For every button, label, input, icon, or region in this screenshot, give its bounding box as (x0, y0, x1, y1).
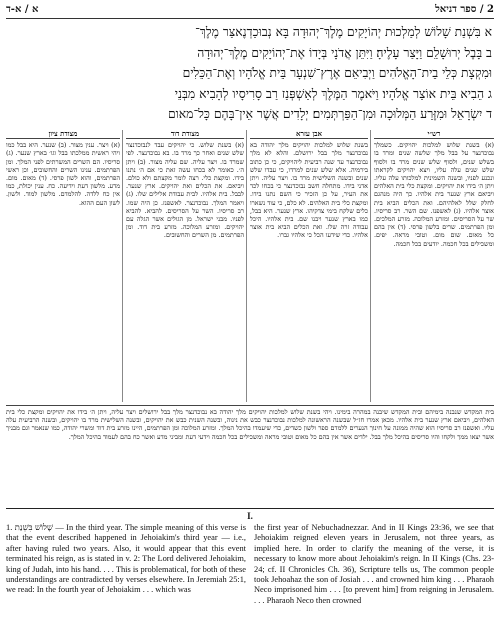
verse-line: וּמִקְצָת כְּלֵי בֵית־הָאֱלֹהִים וַיְבִיאֵם אֶרֶץ־שִׁנְעָר בֵּית אֱלֹהָיו וְאֶת־הַכֵּלִים (182, 66, 492, 80)
column-divider (370, 130, 371, 402)
commentary-text: (א) בשנת שלוש למלכות יהויקים. כשמלך נבוכדנצר על בבל מלך שלשה שנים ומרד בו בשלש שנים, ולסוף שלש שנים מרד בו ולסוף שלש שנים עלה עליו, ויצא יהויקים לקראתו ונכנע לפניו, ובשנה השמינית למלכותו עלה עליו. ויתן ה׳ בידו את יהויקים. ומקצת כלי בית האלהים ויביאם ארץ שנער בית אלהיו. כך היה מנהגם לחלק שלל לאלהיהם. ואת הכלים הביא בית אוצר אלהיו. (ג) לאשפנז. שם השר. רב סריסיו. שר על הסריסים. ומזרע המלוכה. מזרע המלכים. ומן הפרתמים. שרים בלשון פרסי. (ד) אין בהם כל מאום. שום מום. וטובי מראה. יפים. ומשכילים בכל חכמה. יודעים בכל חכמה. (374, 141, 494, 248)
commentary-columns (6, 130, 494, 402)
page-header (6, 4, 494, 19)
metzudat-david-column (126, 130, 244, 402)
english-column-left: 1. שָׁלוֹשׁ בִּשְׁנַת — In the third year. The simple meaning of this verse is that the event described happened in Jehoiakim's third year — i.e., after having ruled two years. Also, it would appear that this event terminated his reign, as is stated in v. 2: The Lord delivered Jehoiakim, king of Judah, into his hand. . . . This is problematical, for both of these understandings are contradicted by verses elsewhere. In Jeremiah 25:1, we read: In the fourth year of Jehoiakim . . . which was (6, 523, 247, 595)
book-page-label: 2 / ספר דניאל (435, 4, 494, 15)
verse-line: ב בָּבֶל יְרוּשָׁלִַם וַיָּצַר עָלֶיהָ׃ וַיִּתֵּן אֲדֹנָי בְּיָדוֹ אֶת־יְהוֹיָקִים מֶלֶךְ־יְהוּדָה (197, 45, 492, 60)
column-divider (122, 130, 123, 402)
rashi-column (374, 130, 494, 402)
scripture-text (8, 22, 492, 126)
column-divider (246, 130, 247, 402)
english-column-right: the first year of Nebuchadnezzar. And in II Kings 23:36, we see that Jehoiakim reigned eleven years in Jerusalem, not three years, as implied here. In order to clarify the meaning of the verse, it is necessary to know more about Jehoiakim's reign. In II Kings (Chs. 23-24; cf. II Chronicles Ch. 36), Scripture tells us, The common people took Jehoahaz the son of Josiah . . . and crowned him king . . . Pharaoh Neco imprisoned him . . . [to prevent him] from reigning in Jerusalem. . . . Pharaoh Neco then crowned (254, 523, 494, 605)
verse-line: א בִּשְׁנַת שָׁלוֹשׁ לְמַלְכוּת יְהוֹיָקִים מֶלֶךְ־יְהוּדָה בָּא נְבוּכַדְנֶאצַּר מֶלֶךְ־ (195, 25, 492, 39)
verse-line: ג הֵבִיא בֵּית אוֹצַר אֱלֹהָיו׃ וַיֹּאמֶר הַמֶּלֶךְ לְאַשְׁפְּנַז רַב סָרִיסָיו לְהָבִיא מִבְּנֵי (174, 86, 492, 101)
chapter-verse-range: א / א-ד (6, 4, 39, 15)
commentary-text: (א) בשנת שלוש. כי יהויקים עבד לנבוכדנצר שלש שנים ואחר כך מרד בו. בא נבוכדנצר. לפי שמרד בו. ויצר עליה. שם עליה מצור. (ב) ויתן ה׳. כאומר לא בכחו עשה זאת כי אם ה׳ נתנו בידו. ומקצת כלי. רצה לומר מקצתם ולא כולם. ויביאם. את הכלים ואת יהויקים. ארץ שנער. לבבל. בית אלהיו. לבית עבודת אלילים שלו. (ג) ויאמר המלך. נבוכדנצר. לאשפנז. כן היה שמו. רב סריסיו. השר על הסריסים. להביא. להביא לפניו. מבני ישראל. מן הגולים אשר הגלה עם יהויקים. ומזרע המלוכה. מזרע בית דוד. ומן הפרתמים. מן השרים והחשובים. (126, 141, 244, 240)
metzudat-zion-column (6, 130, 120, 402)
ibn-ezra-column (250, 130, 368, 402)
column-heading: רש״י (374, 130, 494, 139)
column-heading: מצודת דוד (126, 130, 244, 139)
column-heading: מצודת ציון (6, 130, 120, 139)
commentary-text: בשנת שלוש למלכות יהויקים מלך יהודה בא נבוכדנצר מלך בבל ירושלם. והלא לא מלך נבוכדנצר עד שנה רביעית ליהויקים, כי כן כתוב בירמיה. אלא שלש שנים למרדו, כי עבדו שלש שנים ובשנה השלישית מרד בו. ויצר עליה. ויתן אדני בידו. מתחלה חשב נבוכדנצר כי בכחו לכד את העיר, על כן הזכיר כי השם נתנו בידו. ומקצת כלי בית האלהים. לא כלם, כי עוד נשארו כלים שלקח בימי צדקיהו. ארץ שנער. היא בבל, כמו בארץ שנער ויבנו שם. בית אלהיו. היכל עבודה זרה שלו. ואת הכלים הביא בית אוצר אלהיו. כדי שידעו הכל כי אלהיו גברו. (250, 141, 368, 240)
chapter-heading: I. (247, 511, 253, 521)
verse-line: ד יִשְׂרָאֵל וּמִזֶּרַע הַמְּלוּכָה וּמִן־הַפַּרְתְּמִים׃ יְלָדִים אֲשֶׁר אֵין־בָּהֶם כָּל־מאום (167, 107, 492, 121)
wide-commentary: בית המקדש שנבנה בימיהם ובית המקדש שיבנה במהרה בימינו. ויהי בשנת שלוש למלכות יהויקים מלך יהודה בא נבוכדנצר מלך בבל ירושלים ויצר עליה, ויתן ה׳ בידו את יהויקים ומקצת כלי בית האלהים, ויביאם ארץ שנער בית אלהיו. מכאן אמרו חז״ל שבשנה הראשונה למלכות נבוכדנצר כבש את נינוה, ובשנה השנית כבש את יהויקים, ובשנה השלישית מרד בו יהויקים, ובשנה הרביעית עלה עליו. ואשפנז רב סריסיו הוא שהיה ממונה על חינוך הנערים ללמדם ספר ולשון כשדים, כדי שיעמדו בהיכל המלך. ומזרע המלוכה ומן הפרתמים, היינו מזרע בית דוד ומשרי יהודה, כמו שנאמר וגם מבניך אשר יצאו ממך ולקחו והיו סריסים בהיכל מלך בבל. ילדים אשר אין בהם כל מאום וטובי מראה ומשכילים בכל חכמה וידעי דעת ומביני מדע ואשר כח בהם לעמוד בהיכל המלך. (6, 405, 494, 506)
english-commentary (6, 508, 494, 614)
column-heading: אבן עזרא (250, 130, 368, 139)
commentary-text: (א) ויצר. ענין מצור. (ב) שנער. היא בבל כמו ויהי ראשית ממלכתו בבל וגו׳ בארץ שנער. (ג) סריסיו. הם השרים המשרתים לפני המלך. ומן הפרתמים. ענינו השרים והחשובים, וכן ראשי הפרתמים, והוא לשון פרסי. (ד) מאום. מום. מדע. מלשון דעת וידיעה. כח. ענין יכולת, כמו אין כח ללדה. להלמדם. מלשון למוד. ולשון. לשון העם ההוא. (6, 141, 120, 207)
